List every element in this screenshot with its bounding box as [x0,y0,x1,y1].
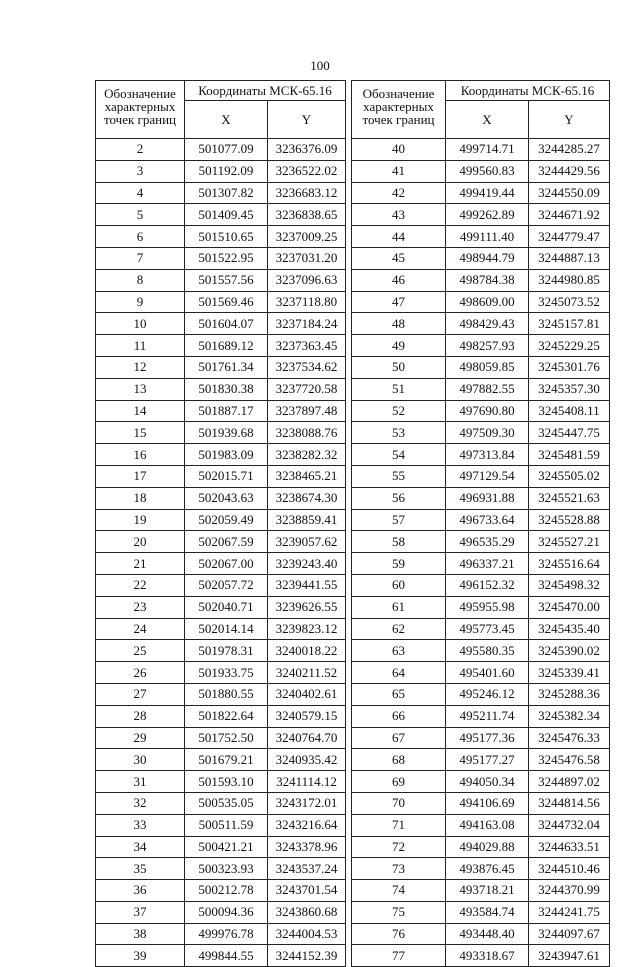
x-value-left: 500535.05 [185,792,268,814]
y-value-left: 3237118.80 [268,291,346,313]
x-value-left: 501307.82 [185,182,268,204]
y-value-left: 3237720.58 [268,378,346,400]
x-value-right: 494029.88 [446,836,529,858]
table-row [96,683,610,705]
y-value-right: 3245073.52 [529,291,610,313]
x-value-right: 496733.64 [446,509,529,531]
point-id-left: 37 [96,901,185,923]
x-value-right: 494106.69 [446,792,529,814]
x-header-left: X [185,101,268,139]
point-id-left: 39 [96,945,185,967]
x-value-left: 500212.78 [185,880,268,902]
x-value-left: 501830.38 [185,378,268,400]
y-value-right: 3244779.47 [529,226,610,248]
point-id-left: 18 [96,487,185,509]
x-value-right: 496152.32 [446,574,529,596]
y-value-left: 3238282.32 [268,444,346,466]
y-value-left: 3244152.39 [268,945,346,967]
point-id-left: 22 [96,574,185,596]
y-value-right: 3245498.32 [529,574,610,596]
x-value-right: 495211.74 [446,705,529,727]
x-value-right: 493876.45 [446,858,529,880]
x-value-right: 495773.45 [446,618,529,640]
y-value-right: 3245301.76 [529,356,610,378]
y-value-right: 3245390.02 [529,640,610,662]
x-value-left: 502067.00 [185,553,268,575]
x-value-right: 494163.08 [446,814,529,836]
point-id-right: 54 [352,444,446,466]
x-value-right: 497509.30 [446,422,529,444]
x-value-left: 501557.56 [185,269,268,291]
table-row [96,923,610,945]
x-value-right: 498257.93 [446,335,529,357]
point-id-right: 51 [352,378,446,400]
page-number: 100 [310,58,330,73]
x-value-left: 501761.34 [185,356,268,378]
point-id-right: 67 [352,727,446,749]
point-label-header-right: Обозначение характерных точек границ [352,81,446,139]
point-id-left: 29 [96,727,185,749]
table-row [96,771,610,793]
table-row [96,269,610,291]
y-value-right: 3245447.75 [529,422,610,444]
x-value-right: 497690.80 [446,400,529,422]
point-id-right: 65 [352,683,446,705]
table-row [96,291,610,313]
y-value-right: 3245476.33 [529,727,610,749]
y-value-left: 3243537.24 [268,858,346,880]
x-value-right: 498944.79 [446,247,529,269]
point-id-left: 23 [96,596,185,618]
x-value-right: 496931.88 [446,487,529,509]
point-id-left: 10 [96,313,185,335]
x-value-left: 501192.09 [185,160,268,182]
point-id-right: 68 [352,749,446,771]
x-value-left: 501752.50 [185,727,268,749]
y-value-right: 3244980.85 [529,269,610,291]
y-value-left: 3243378.96 [268,836,346,858]
point-id-left: 36 [96,880,185,902]
point-id-right: 56 [352,487,446,509]
point-id-right: 53 [352,422,446,444]
table-row [96,378,610,400]
point-id-right: 40 [352,139,446,161]
x-value-right: 498429.43 [446,313,529,335]
x-value-right: 496535.29 [446,531,529,553]
y-value-left: 3237096.63 [268,269,346,291]
x-value-left: 499976.78 [185,923,268,945]
y-value-right: 3244097.67 [529,923,610,945]
point-id-left: 3 [96,160,185,182]
y-value-left: 3243172.01 [268,792,346,814]
x-value-left: 501880.55 [185,683,268,705]
x-value-right: 499714.71 [446,139,529,161]
x-value-left: 499844.55 [185,945,268,967]
x-value-right: 495177.27 [446,749,529,771]
point-id-right: 59 [352,553,446,575]
x-value-left: 501689.12 [185,335,268,357]
y-value-right: 3245481.59 [529,444,610,466]
y-value-right: 3245229.25 [529,335,610,357]
x-value-right: 499419.44 [446,182,529,204]
point-id-left: 24 [96,618,185,640]
table-row [96,182,610,204]
y-value-left: 3237009.25 [268,226,346,248]
y-value-right: 3244370.99 [529,880,610,902]
y-value-right: 3244671.92 [529,204,610,226]
point-id-left: 33 [96,814,185,836]
point-id-right: 60 [352,574,446,596]
y-value-left: 3240018.22 [268,640,346,662]
table-row [96,880,610,902]
table-row [96,465,610,487]
point-id-right: 49 [352,335,446,357]
x-value-right: 493448.40 [446,923,529,945]
point-id-left: 2 [96,139,185,161]
point-id-right: 48 [352,313,446,335]
x-value-right: 497882.55 [446,378,529,400]
y-value-right: 3245339.41 [529,662,610,684]
y-value-left: 3240402.61 [268,683,346,705]
point-id-right: 50 [352,356,446,378]
table-row [96,160,610,182]
table-row [96,553,610,575]
table-row [96,662,610,684]
y-value-right: 3244285.27 [529,139,610,161]
y-value-right: 3245528.88 [529,509,610,531]
table-row [96,945,610,967]
x-value-left: 502015.71 [185,465,268,487]
y-value-left: 3237184.24 [268,313,346,335]
x-value-right: 497313.84 [446,444,529,466]
point-id-right: 41 [352,160,446,182]
x-value-left: 500421.21 [185,836,268,858]
x-value-left: 502014.14 [185,618,268,640]
point-id-left: 6 [96,226,185,248]
table-row [96,574,610,596]
table-row [96,814,610,836]
table-row [96,335,610,357]
y-value-left: 3244004.53 [268,923,346,945]
table-row [96,444,610,466]
y-value-left: 3236838.65 [268,204,346,226]
y-value-left: 3243860.68 [268,901,346,923]
point-id-left: 17 [96,465,185,487]
y-value-right: 3245357.30 [529,378,610,400]
x-value-right: 493584.74 [446,901,529,923]
table-row [96,749,610,771]
point-id-left: 4 [96,182,185,204]
x-value-right: 498784.38 [446,269,529,291]
x-value-left: 501822.64 [185,705,268,727]
y-value-right: 3244550.09 [529,182,610,204]
x-value-right: 499560.83 [446,160,529,182]
x-value-right: 495401.60 [446,662,529,684]
y-value-left: 3240764.70 [268,727,346,749]
point-id-right: 46 [352,269,446,291]
point-id-right: 69 [352,771,446,793]
y-value-left: 3239441.55 [268,574,346,596]
y-header-left: Y [268,101,346,139]
y-value-left: 3238859.41 [268,509,346,531]
y-value-left: 3240211.52 [268,662,346,684]
point-id-left: 28 [96,705,185,727]
table-row [96,531,610,553]
coord-system-header-left: Координаты МСК-65.16 [185,81,346,101]
point-id-left: 13 [96,378,185,400]
x-value-left: 500511.59 [185,814,268,836]
x-value-right: 498609.00 [446,291,529,313]
y-value-left: 3237534.62 [268,356,346,378]
table-row [96,247,610,269]
table-row [96,901,610,923]
point-id-left: 32 [96,792,185,814]
y-value-left: 3236522.02 [268,160,346,182]
y-value-right: 3244510.46 [529,858,610,880]
x-value-right: 497129.54 [446,465,529,487]
point-id-right: 76 [352,923,446,945]
point-id-left: 12 [96,356,185,378]
point-id-right: 66 [352,705,446,727]
y-value-left: 3239626.55 [268,596,346,618]
point-id-left: 5 [96,204,185,226]
y-value-right: 3245521.63 [529,487,610,509]
x-value-right: 499111.40 [446,226,529,248]
y-value-left: 3238674.30 [268,487,346,509]
y-value-right: 3245382.34 [529,705,610,727]
y-value-right: 3245476.58 [529,749,610,771]
point-id-left: 19 [96,509,185,531]
y-value-right: 3245288.36 [529,683,610,705]
table-row [96,487,610,509]
y-value-right: 3244814.56 [529,792,610,814]
point-id-right: 62 [352,618,446,640]
point-id-left: 15 [96,422,185,444]
point-id-right: 71 [352,814,446,836]
point-id-right: 55 [352,465,446,487]
x-value-right: 495177.36 [446,727,529,749]
x-value-left: 501604.07 [185,313,268,335]
x-value-right: 493718.21 [446,880,529,902]
x-value-right: 495580.35 [446,640,529,662]
y-value-right: 3245157.81 [529,313,610,335]
point-id-left: 11 [96,335,185,357]
point-id-right: 72 [352,836,446,858]
point-id-left: 20 [96,531,185,553]
y-value-left: 3239243.40 [268,553,346,575]
point-id-left: 30 [96,749,185,771]
point-id-right: 57 [352,509,446,531]
x-value-right: 498059.85 [446,356,529,378]
x-value-left: 501939.68 [185,422,268,444]
x-value-left: 501077.09 [185,139,268,161]
x-value-left: 500323.93 [185,858,268,880]
point-id-left: 35 [96,858,185,880]
table-row [96,727,610,749]
table-row [96,313,610,335]
y-value-right: 3245435.40 [529,618,610,640]
y-value-right: 3244241.75 [529,901,610,923]
y-value-right: 3245470.00 [529,596,610,618]
point-id-left: 34 [96,836,185,858]
x-value-left: 502040.71 [185,596,268,618]
y-value-left: 3236683.12 [268,182,346,204]
x-value-right: 495955.98 [446,596,529,618]
point-id-left: 7 [96,247,185,269]
point-id-right: 43 [352,204,446,226]
table-row [96,422,610,444]
point-id-right: 70 [352,792,446,814]
table-row [96,705,610,727]
point-id-left: 21 [96,553,185,575]
y-value-left: 3237897.48 [268,400,346,422]
table-row [96,400,610,422]
point-id-right: 47 [352,291,446,313]
x-value-left: 501522.95 [185,247,268,269]
y-value-right: 3244633.51 [529,836,610,858]
x-value-right: 494050.34 [446,771,529,793]
y-value-right: 3245408.11 [529,400,610,422]
y-value-right: 3244732.04 [529,814,610,836]
x-value-right: 493318.67 [446,945,529,967]
y-value-right: 3244429.56 [529,160,610,182]
y-value-left: 3239057.62 [268,531,346,553]
y-value-left: 3237363.45 [268,335,346,357]
y-value-left: 3243701.54 [268,880,346,902]
table-row [96,204,610,226]
y-value-left: 3240935.42 [268,749,346,771]
table-row [96,356,610,378]
x-value-left: 501409.45 [185,204,268,226]
table-row [96,640,610,662]
y-value-right: 3244897.02 [529,771,610,793]
x-value-left: 501593.10 [185,771,268,793]
point-id-left: 26 [96,662,185,684]
y-value-left: 3238465.21 [268,465,346,487]
x-value-left: 501933.75 [185,662,268,684]
y-value-left: 3243216.64 [268,814,346,836]
coord-system-header-right: Координаты МСК-65.16 [446,81,610,101]
x-value-left: 501978.31 [185,640,268,662]
point-id-right: 73 [352,858,446,880]
table-row [96,792,610,814]
x-value-left: 502057.72 [185,574,268,596]
y-value-right: 3245516.64 [529,553,610,575]
y-value-left: 3236376.09 [268,139,346,161]
table-row [96,226,610,248]
y-value-left: 3237031.20 [268,247,346,269]
point-id-right: 74 [352,880,446,902]
x-header-right: X [446,101,529,139]
point-id-right: 75 [352,901,446,923]
point-id-right: 42 [352,182,446,204]
x-value-right: 499262.89 [446,204,529,226]
point-id-right: 61 [352,596,446,618]
y-value-left: 3240579.15 [268,705,346,727]
x-value-left: 501510.65 [185,226,268,248]
point-id-left: 14 [96,400,185,422]
point-id-left: 27 [96,683,185,705]
point-id-right: 58 [352,531,446,553]
y-value-left: 3241114.12 [268,771,346,793]
x-value-right: 495246.12 [446,683,529,705]
table-row [96,836,610,858]
point-id-left: 16 [96,444,185,466]
point-id-right: 77 [352,945,446,967]
y-value-right: 3245505.02 [529,465,610,487]
point-id-left: 9 [96,291,185,313]
y-header-right: Y [529,101,610,139]
table-row [96,618,610,640]
table-row [96,596,610,618]
x-value-right: 496337.21 [446,553,529,575]
x-value-left: 501569.46 [185,291,268,313]
table-row [96,858,610,880]
x-value-left: 502059.49 [185,509,268,531]
point-id-right: 44 [352,226,446,248]
y-value-right: 3244887.13 [529,247,610,269]
x-value-left: 500094.36 [185,901,268,923]
x-value-left: 502043.63 [185,487,268,509]
y-value-right: 3245527.21 [529,531,610,553]
coordinates-table [95,80,610,967]
point-id-right: 45 [352,247,446,269]
point-id-left: 25 [96,640,185,662]
table-row [96,509,610,531]
x-value-left: 501887.17 [185,400,268,422]
x-value-left: 502067.59 [185,531,268,553]
x-value-left: 501679.21 [185,749,268,771]
y-value-left: 3238088.76 [268,422,346,444]
point-id-left: 31 [96,771,185,793]
point-label-header-left: Обозначение характерных точек границ [96,81,185,139]
point-id-left: 8 [96,269,185,291]
point-id-right: 63 [352,640,446,662]
x-value-left: 501983.09 [185,444,268,466]
point-id-right: 52 [352,400,446,422]
point-id-right: 64 [352,662,446,684]
y-value-left: 3239823.12 [268,618,346,640]
point-id-left: 38 [96,923,185,945]
table-row [96,139,610,161]
y-value-right: 3243947.61 [529,945,610,967]
